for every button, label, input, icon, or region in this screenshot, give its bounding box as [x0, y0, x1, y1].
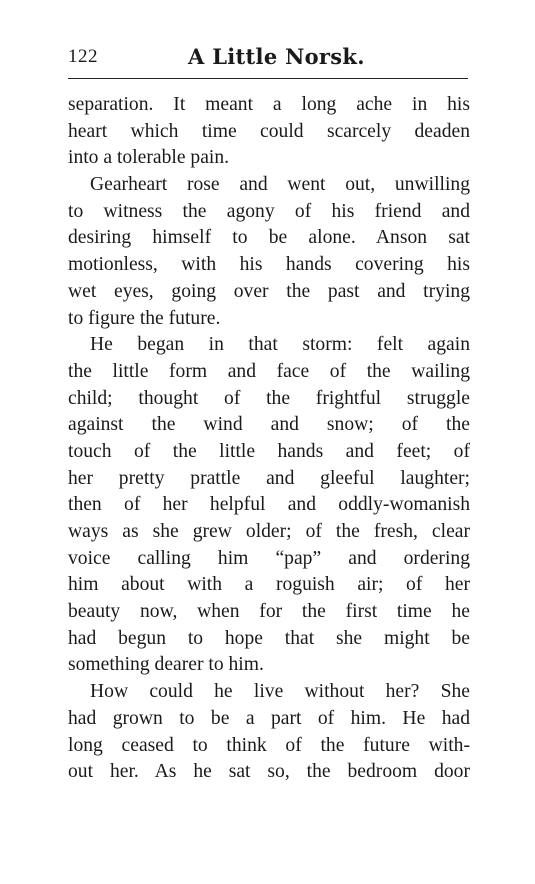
text-line: separation. It meant a long ache in his [68, 94, 470, 115]
text-line: something dearer to him. [68, 654, 264, 676]
text-line: heart which time could scarcely deaden [68, 120, 470, 142]
text-line: against the wind and snow; of the [68, 414, 470, 436]
text-line: touch of the little hands and feet; of [68, 440, 470, 462]
text-line: then of her helpful and oddly-womanish [68, 494, 470, 516]
page-number: 122 [68, 46, 98, 67]
text-line: into a tolerable pain. [68, 147, 230, 169]
text-line: beauty now, when for the first time he [68, 601, 470, 623]
body-text [68, 92, 470, 786]
text-line: to witness the agony of his friend and [68, 200, 470, 222]
text-line: ways as she grew older; of the fresh, clear [68, 521, 470, 542]
running-head [68, 44, 468, 70]
text-line: desiring himself to be alone. Anson sat [68, 227, 470, 249]
text-line: voice calling him “pap” and ordering [68, 547, 470, 569]
header-rule [68, 78, 468, 79]
text-line: How could he live without her? She [90, 681, 470, 703]
text-line: had begun to hope that she might be [68, 627, 470, 649]
text-line: motionless, with his hands covering his [68, 254, 470, 276]
text-line: had grown to be a part of him. He had [68, 707, 470, 729]
text-line: the little form and face of the wailing [68, 360, 470, 382]
text-line: Gearheart rose and went out, unwilling [90, 174, 470, 196]
text-line: wet eyes, going over the past and trying [68, 280, 470, 302]
text-line: her pretty prattle and gleeful laughter; [68, 467, 470, 489]
text-line: He began in that storm: felt again [90, 334, 470, 356]
text-line: child; thought of the frightful struggle [68, 387, 470, 409]
text-line: to figure the future. [68, 307, 221, 329]
running-title: A Little Norsk. [188, 44, 365, 69]
text-line: out her. As he sat so, the bedroom door [68, 761, 470, 783]
text-line: him about with a roguish air; of her [68, 574, 470, 596]
text-line: long ceased to think of the future with- [68, 734, 470, 756]
